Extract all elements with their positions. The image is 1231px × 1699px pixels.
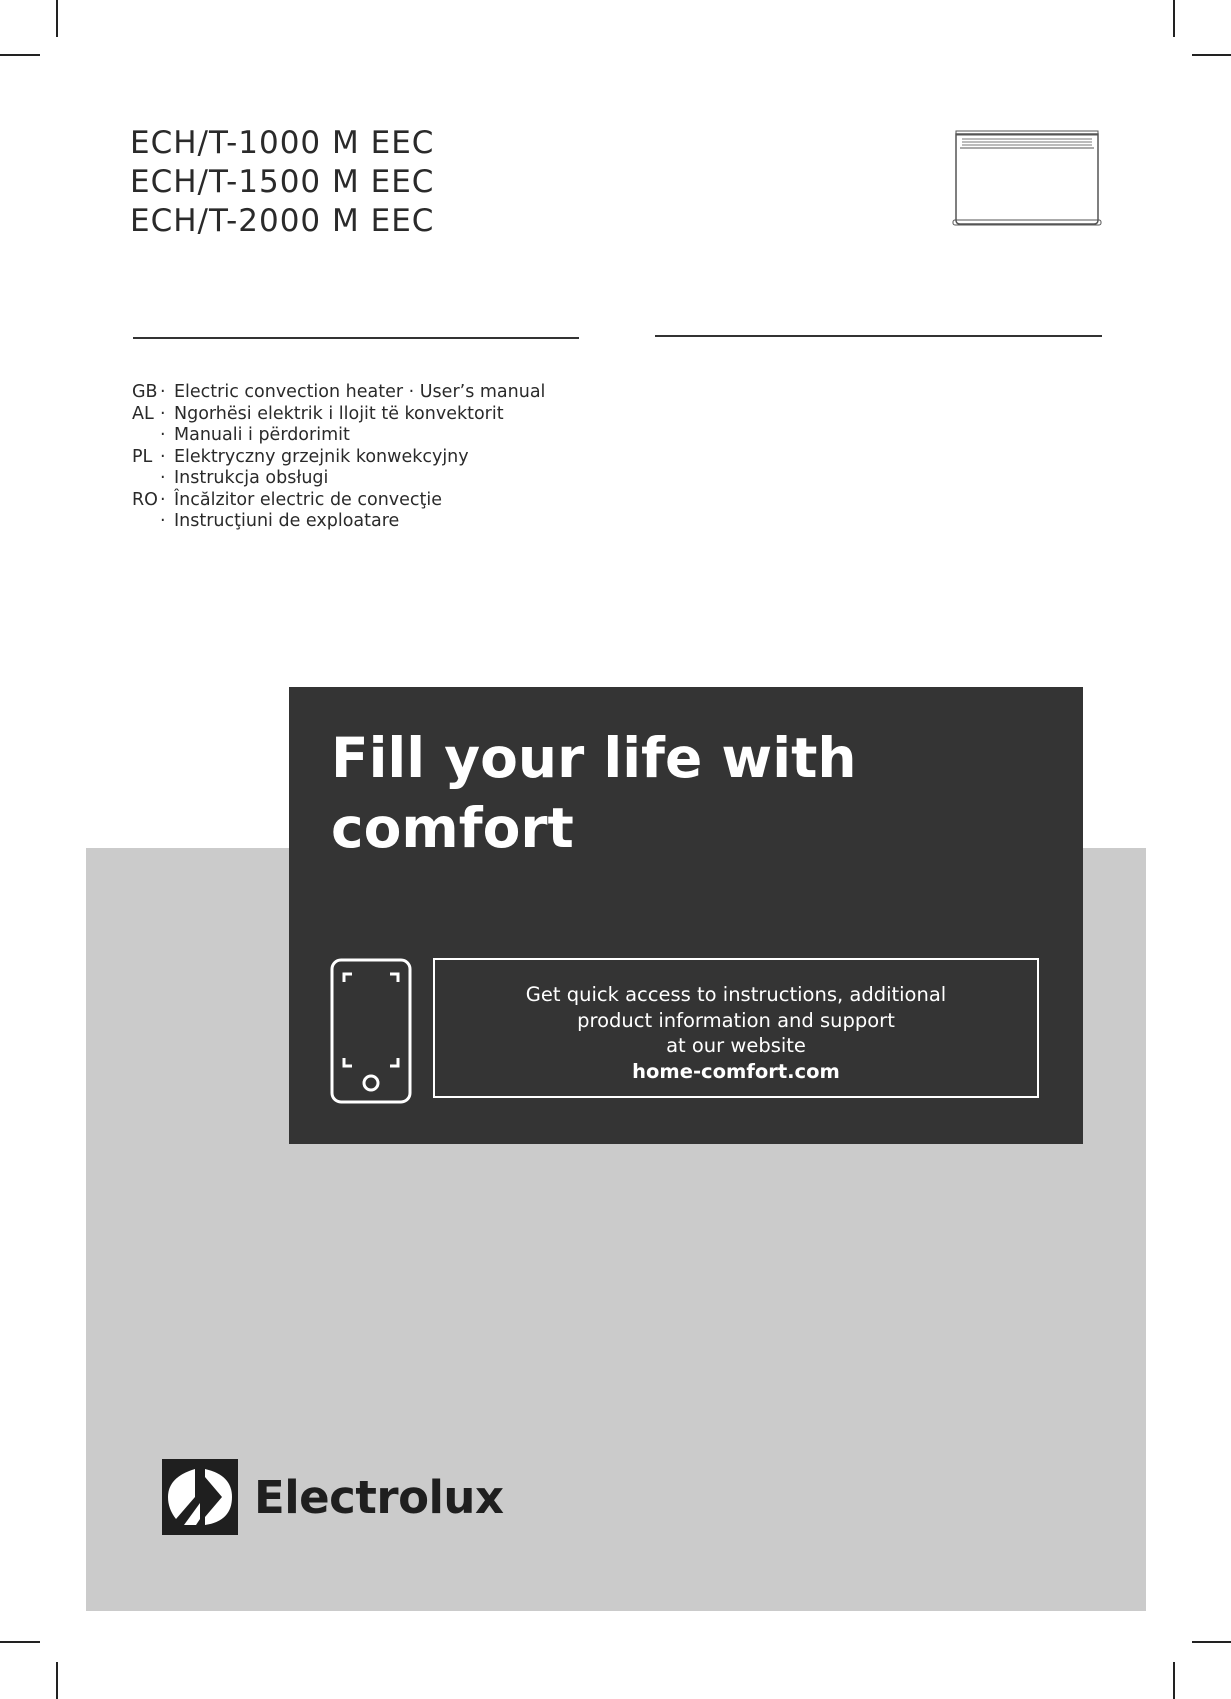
language-row [132, 425, 545, 447]
info-line: product information and support [577, 1008, 895, 1032]
info-line: Get quick access to instructions, additional [525, 983, 947, 1006]
language-code [132, 511, 160, 533]
language-text: Încălzitor electric de convecţie [174, 489, 443, 510]
language-code: PL [132, 446, 153, 467]
language-row [132, 511, 545, 533]
language-row [132, 404, 545, 426]
website-url: home-comfort.com [632, 1059, 840, 1083]
language-list [132, 382, 545, 533]
promo-panel [289, 687, 1083, 1144]
crop-mark [1192, 54, 1231, 56]
bullet: · [160, 382, 166, 402]
language-code [132, 468, 160, 490]
language-text: Manuali i përdorimit [174, 425, 350, 445]
language-text: Ngorhësi elektrik i llojit të konvektorit [174, 403, 504, 424]
divider-rule [133, 337, 579, 339]
crop-mark [1192, 1641, 1231, 1643]
language-text: Electric convection heater · User’s manual [174, 382, 546, 402]
brand-logo [162, 1459, 503, 1535]
smartphone-icon [330, 958, 412, 1104]
language-code [132, 425, 160, 447]
bullet: · [160, 468, 166, 488]
bullet: · [160, 446, 166, 467]
divider-rule [655, 335, 1102, 337]
language-row [132, 468, 545, 490]
language-code: AL [132, 403, 154, 424]
crop-mark [1173, 0, 1175, 37]
bullet: · [160, 489, 166, 510]
headline-line: comfort [331, 796, 574, 860]
language-code: RO [132, 489, 158, 510]
language-row [132, 490, 545, 512]
language-text: Instrucţiuni de exploatare [174, 511, 400, 531]
info-line: at our website [666, 1034, 806, 1057]
language-text: Instrukcja obsługi [174, 468, 329, 488]
crop-mark [1173, 1662, 1175, 1699]
bullet: · [160, 403, 166, 424]
promo-headline [331, 723, 857, 863]
language-code: GB [132, 382, 158, 402]
language-row [132, 382, 545, 404]
language-row [132, 447, 545, 469]
model-name: ECH/T-1000 M EEC [130, 125, 435, 161]
heater-illustration [952, 128, 1102, 230]
crop-mark [56, 0, 58, 37]
headline-line: Fill your life with [331, 726, 857, 790]
electrolux-logo-icon [162, 1459, 238, 1535]
website-info-box [433, 958, 1039, 1098]
crop-mark [56, 1662, 58, 1699]
bullet: · [160, 425, 166, 445]
bullet: · [160, 511, 166, 531]
language-text: Elektryczny grzejnik konwekcyjny [174, 446, 469, 467]
model-name: ECH/T-1500 M EEC [130, 164, 435, 200]
crop-mark [0, 1641, 40, 1643]
crop-mark [0, 54, 40, 56]
model-name: ECH/T-2000 M EEC [130, 203, 435, 239]
model-list [130, 124, 434, 241]
brand-name: Electrolux [254, 1470, 504, 1524]
